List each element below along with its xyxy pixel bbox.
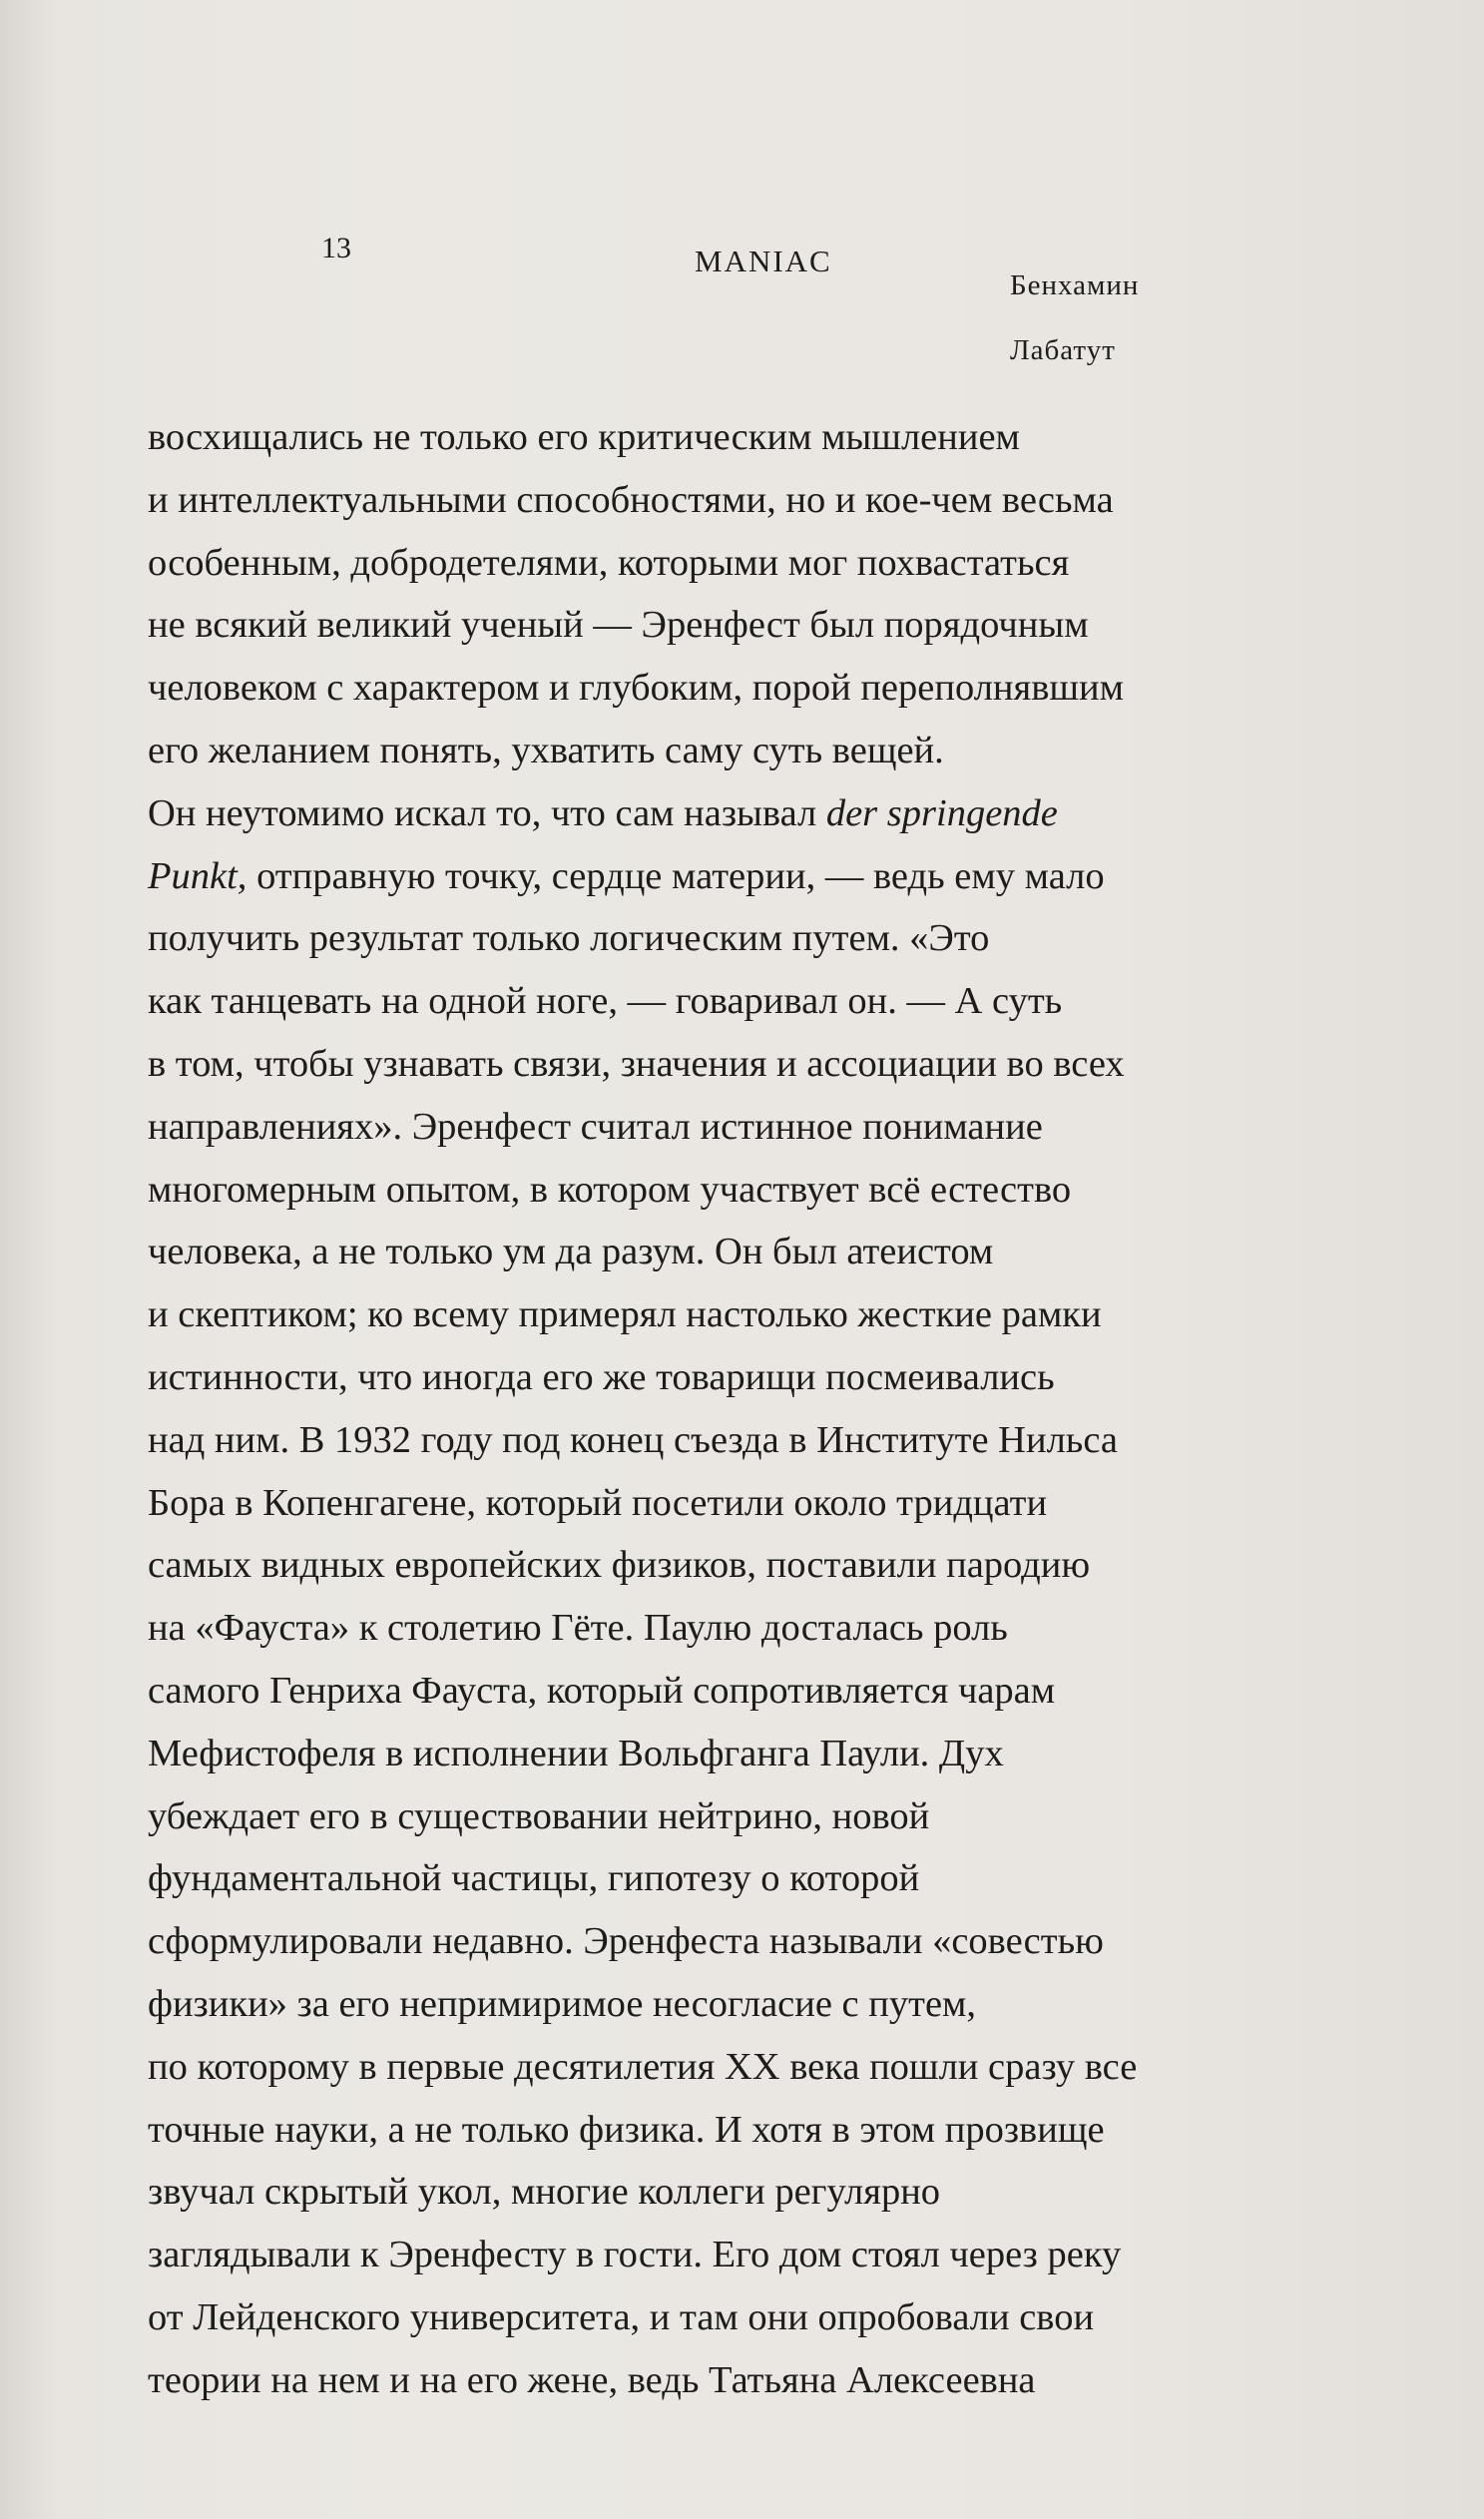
text-line: Бора в Копенгагене, который посетили около тридцати [148,1481,1048,1524]
text-line: как танцевать на одной ноге, — говаривал он. — А суть [148,980,1063,1023]
text-line: самых видных европейских физиков, поставили пародию [148,1544,1091,1587]
italic-phrase: Punkt, [148,854,247,897]
text-line: его желанием понять, ухватить саму суть вещей. [148,729,944,771]
text-line: заглядывали к Эренфесту в гости. Его дом стоял через реку [148,2234,1122,2276]
text-line: получить результат только логическим путем. «Это [148,917,990,960]
text-line: истинности, что иногда его же товарищи посмеивались [148,1355,1055,1398]
text-line: сформулировали недавно. Эренфеста называли «совестью [148,1920,1104,1963]
author-last-name: Лабатут [1010,334,1116,366]
running-header [0,0,1484,379]
text-line: звучал скрытый укол, многие коллеги регулярно [148,2171,941,2214]
text-line: теории на нем и на его жене, ведь Татьяна Алексеевна [148,2358,1036,2401]
text-line: от Лейденского университета, и там они опробовали свои [148,2295,1095,2338]
text-line: самого Генриха Фауста, который сопротивляется чарам [148,1669,1056,1712]
text-line: и интеллектуальными способностями, но и кое-чем весьма [148,478,1114,521]
text-line: восхищались не только его критическим мышлением [148,416,1020,458]
text-line: не всякий великий ученый — Эренфест был порядочным [148,604,1089,647]
italic-phrase: der springende [825,791,1058,834]
text-line-segment: отправную точку, сердце материи, — ведь ему мало [256,854,1105,897]
text-line: физики» за его непримиримое несогласие с путем, [148,1982,977,2025]
text-line: над ним. В 1932 году под конец съезда в Институте Нильса [148,1418,1118,1461]
text-line: направлениях». Эренфест считал истинное понимание [148,1105,1043,1148]
text-line: человеком с характером и глубоким, порой переполнявшим [148,667,1125,710]
text-line [148,782,1395,845]
text-line: особенным, добродетелями, которыми мог похвастаться [148,541,1070,584]
text-line: Мефистофеля в исполнении Вольфганга Паули. Дух [148,1732,1004,1774]
text-line [148,845,1395,908]
page-number: 13 [321,232,351,264]
text-line: в том, чтобы узнавать связи, значения и ассоциации во всех [148,1042,1125,1085]
text-line: и скептиком; ко всему примерял настолько жесткие рамки [148,1293,1102,1336]
text-line: точные науки, а не только физика. И хотя в этом прозвище [148,2108,1105,2151]
text-line: фундаментальной частицы, гипотезу о которой [148,1857,920,1900]
body-text [148,406,1395,2412]
author-name [1010,253,1139,383]
book-title: MANIAC [695,244,832,278]
text-line: человека, а не только ум да разум. Он был атеистом [148,1231,994,1273]
text-line: многомерным опытом, в котором участвует всё естество [148,1168,1072,1211]
text-line: на «Фауста» к столетию Гёте. Паулю досталась роль [148,1607,1008,1650]
text-line: по которому в первые десятилетия XX века пошли сразу все [148,2045,1138,2088]
text-line-segment: Он неутомимо искал то, что сам называл [148,791,817,834]
author-first-name: Бенхамин [1010,269,1140,301]
text-line: убеждает его в существовании нейтрино, новой [148,1794,930,1837]
